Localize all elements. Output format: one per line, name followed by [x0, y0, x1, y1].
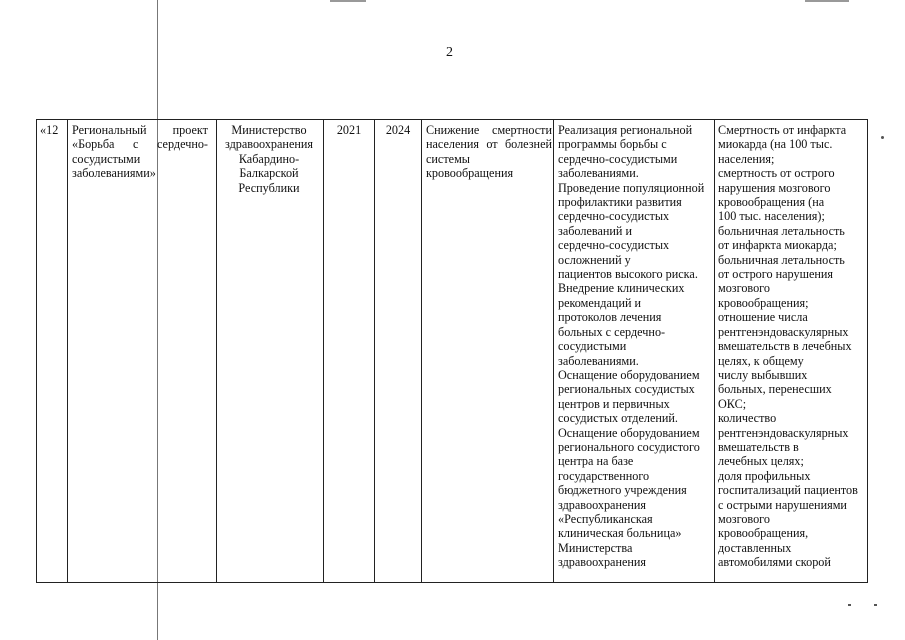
activity-line: профилактики развития — [558, 195, 682, 210]
row-number: «12 — [40, 123, 59, 137]
activity-line: здравоохранения — [558, 497, 647, 512]
activity-line: сердечно-сосудистыми — [558, 151, 678, 166]
indicator-line: рентгенэндоваскулярных — [718, 324, 849, 339]
activity-line: здравоохранения — [558, 555, 647, 570]
indicator-line: больничная летальность — [718, 223, 845, 238]
indicator-line: населения; — [718, 151, 775, 166]
indicator-line: миокарда (на 100 тыс. — [718, 137, 833, 152]
activity-line: центров и первичных — [558, 396, 670, 411]
column-divider — [374, 120, 375, 582]
activity-line: Оснащение оборудованием — [558, 425, 700, 440]
indicator-line: целях, к общему — [718, 353, 804, 368]
indicator-line: Смертность от инфаркта — [718, 123, 847, 137]
activity-line: осложнений у — [558, 252, 631, 267]
indicator-line: от острого нарушения — [718, 267, 834, 282]
indicator-line: рентгенэндоваскулярных — [718, 425, 849, 440]
indicator-line: кровообращения, — [718, 526, 809, 541]
indicator-line: доля профильных — [718, 468, 811, 483]
indicator-line: числу выбывших — [718, 367, 808, 382]
indicator-line: 100 тыс. населения); — [718, 209, 825, 224]
activity-line: Реализация региональной — [558, 123, 693, 137]
activity-line: Министерства — [558, 540, 633, 555]
indicator-line: доставленных — [718, 540, 792, 555]
activity-line: протоколов лечения — [558, 310, 662, 325]
indicators-list — [718, 123, 866, 581]
program-table — [36, 119, 868, 583]
indicator-line: отношение числа — [718, 310, 808, 325]
scan-dot-right — [881, 136, 884, 139]
indicator-line: вмешательств в лечебных — [718, 339, 852, 354]
activity-line: региональных сосудистых — [558, 382, 695, 397]
scan-dot-bottom-1 — [848, 604, 851, 606]
indicator-line: кровообращения (на — [718, 195, 825, 210]
activity-line: заболеваниями. — [558, 166, 639, 181]
column-divider — [67, 120, 68, 582]
indicator-line: смертность от острого — [718, 166, 835, 181]
indicator-line: ОКС; — [718, 396, 747, 411]
indicator-line: мозгового — [718, 281, 770, 296]
indicator-line: госпитализаций пациентов — [718, 483, 858, 498]
indicator-line: вмешательств в — [718, 439, 799, 454]
activity-line: бюджетного учреждения — [558, 483, 687, 498]
indicator-line: больничная летальность — [718, 252, 845, 267]
indicator-line: нарушения мозгового — [718, 180, 831, 195]
activity-line: сосудистых отделений. — [558, 411, 678, 426]
start-year: 2021 — [336, 123, 362, 137]
activity-line: регионального сосудистого — [558, 439, 700, 454]
activity-line: «Республиканская — [558, 511, 653, 526]
activity-line: больных с сердечно- — [558, 324, 666, 339]
activity-line: сосудистыми — [558, 339, 627, 354]
activity-line: сердечно-сосудистых — [558, 238, 670, 253]
scan-dot-bottom-2 — [874, 604, 877, 606]
project-name: Региональный проект «Борьба с сердечно-сосудистыми заболеваниями» — [72, 123, 208, 181]
activity-line: пациентов высокого риска. — [558, 267, 698, 282]
activity-line: программы борьбы с — [558, 137, 667, 152]
scan-mark-top-2 — [805, 0, 849, 2]
indicator-line: лечебных целях; — [718, 454, 804, 469]
page-number: 2 — [446, 45, 453, 60]
column-divider — [216, 120, 217, 582]
activity-line: клиническая больница» — [558, 526, 682, 541]
column-divider — [553, 120, 554, 582]
scan-mark-top-1 — [330, 0, 366, 2]
activity-line: Внедрение клинических — [558, 281, 685, 296]
responsible-ministry: Министерство здравоохранения Кабардино-Балкарской Республики — [224, 123, 314, 195]
indicator-line: мозгового — [718, 511, 770, 526]
indicator-line: кровообращения; — [718, 295, 809, 310]
indicator-line: больных, перенесших — [718, 382, 832, 397]
activity-line: Оснащение оборудованием — [558, 367, 700, 382]
activity-line: Проведение популяционной — [558, 180, 705, 195]
indicator-line: автомобилями скорой — [718, 555, 831, 570]
column-divider — [323, 120, 324, 582]
activity-line: государственного — [558, 468, 650, 483]
column-divider — [421, 120, 422, 582]
activity-line: сердечно-сосудистых — [558, 209, 670, 224]
indicator-line: с острыми нарушениями — [718, 497, 847, 512]
indicator-line: от инфаркта миокарда; — [718, 238, 837, 253]
activity-line: заболеваниями. — [558, 353, 639, 368]
activity-line: заболеваний и — [558, 223, 632, 238]
column-divider — [714, 120, 715, 582]
expected-result: Снижение смертности населения от болезней системы кровообращения — [426, 123, 552, 181]
activities-list — [558, 123, 710, 581]
indicator-line: количество — [718, 411, 777, 426]
end-year: 2024 — [385, 123, 411, 137]
activity-line: центра на базе — [558, 454, 634, 469]
activity-line: рекомендаций и — [558, 295, 642, 310]
